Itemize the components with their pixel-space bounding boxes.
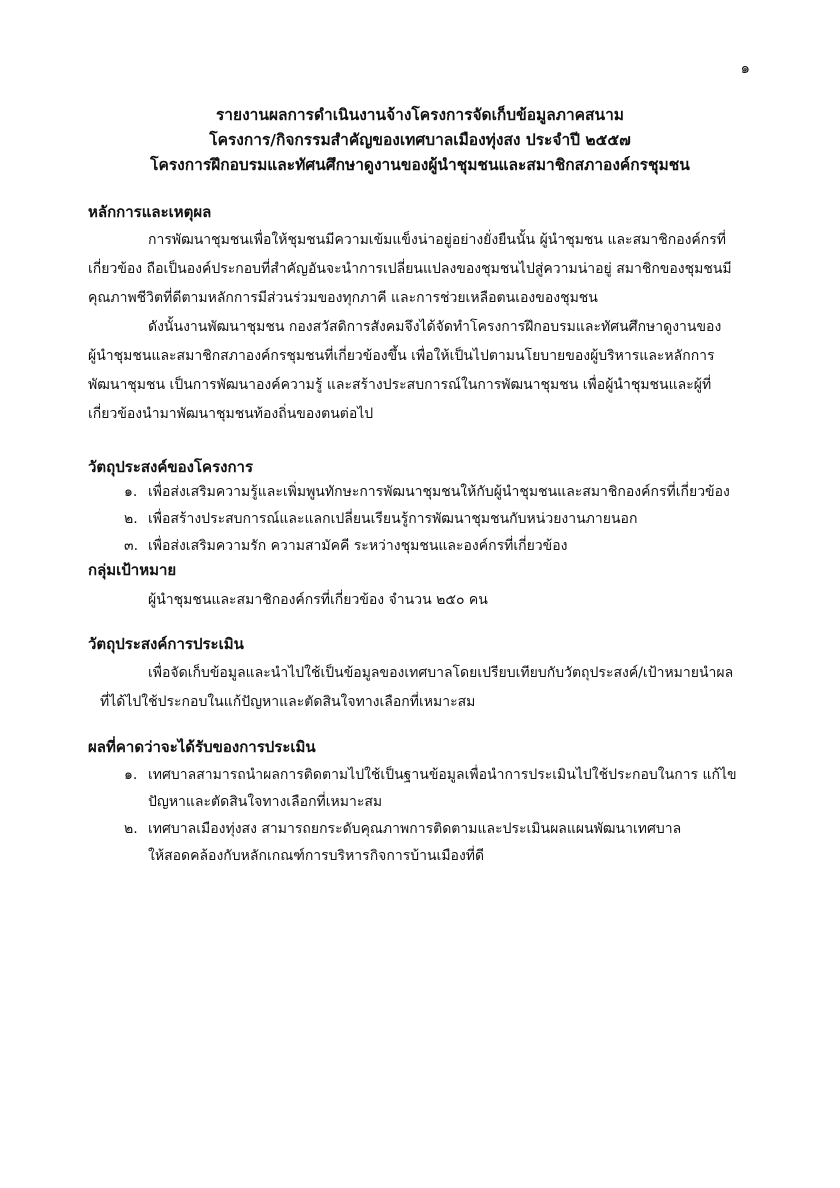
- expected-result-item: [88, 762, 758, 816]
- target-heading: กลุ่มเป้าหมาย: [88, 561, 177, 579]
- evaluation-objective-section: [88, 632, 758, 717]
- report-title-block: [90, 103, 750, 178]
- objective-item: [88, 479, 758, 506]
- paragraph-line: ดังนั้นงานพัฒนาชุมชน กองสวัสดิการสังคมจึงได้จัดทำโครงการฝึกอบรมและทัศนศึกษาดูงานของ: [148, 319, 722, 335]
- expected-results-heading: ผลที่คาดว่าจะได้รับของการประเมิน: [88, 738, 316, 756]
- objectives-heading: วัตถุประสงค์ของโครงการ: [88, 458, 254, 476]
- paragraph-line: ผู้นำชุมชนและสมาชิกสภาองค์กรชุมชนที่เกี่ยวข้องขึ้น เพื่อให้เป็นไปตามนโยบายของผู้บริหารและหลักการ: [88, 348, 715, 364]
- objective-number: ๑.: [124, 484, 138, 500]
- expected-result-number: ๒.: [124, 821, 138, 837]
- target-paragraph: [88, 586, 758, 615]
- expected-result-line: ให้สอดคล้องกับหลักเกณฑ์การบริหารกิจการบ้านเมืองที่ดี: [148, 848, 485, 864]
- paragraph-line: เกี่ยวข้องนำมาพัฒนาชุมชนท้องถิ่นของตนต่อไป: [88, 406, 374, 422]
- principles-paragraph-1: [88, 226, 758, 313]
- objective-text: เพื่อส่งเสริมความรู้และเพิ่มพูนทักษะการพัฒนาชุมชนให้กับผู้นำชุมชนและสมาชิกองค์กรที่เกี่ยวข้อง: [148, 484, 730, 500]
- objective-text: เพื่อสร้างประสบการณ์และแลกเปลี่ยนเรียนรู้การพัฒนาชุมชนกับหน่วยงานภายนอก: [148, 511, 638, 527]
- paragraph-line: คุณภาพชีวิตที่ดีตามหลักการมีส่วนร่วมของทุกภาคี และการช่วยเหลือตนเองของชุมชน: [88, 290, 598, 306]
- evaluation-objective-paragraph: [88, 659, 758, 717]
- objective-number: ๒.: [124, 511, 138, 527]
- target-text: ผู้นำชุมชนและสมาชิกองค์กรที่เกี่ยวข้อง จำนวน ๒๕๐ คน: [148, 592, 488, 608]
- paragraph-line: พัฒนาชุมชน เป็นการพัฒนาองค์ความรู้ และสร้างประสบการณ์ในการพัฒนาชุมชน เพื่อผู้นำชุมชนและผู้ที่: [88, 377, 712, 393]
- expected-result-item: [88, 816, 758, 870]
- principles-heading: หลักการและเหตุผล: [88, 203, 212, 221]
- paragraph-line: ที่ได้ไปใช้ประกอบในแก้ปัญหาและตัดสินใจทางเลือกที่เหมาะสม: [100, 694, 476, 710]
- objective-text: เพื่อส่งเสริมความรัก ความสามัคคี ระหว่างชุมชนและองค์กรที่เกี่ยวข้อง: [148, 538, 568, 554]
- expected-result-number: ๑.: [124, 767, 138, 783]
- principles-paragraph-2: [88, 313, 758, 429]
- report-title-line-2: โครงการ/กิจกรรมสำคัญของเทศบาลเมืองทุ่งสง ประจำปี ๒๕๕๗: [209, 131, 631, 149]
- objective-item: [88, 506, 758, 533]
- principles-section: [88, 200, 758, 429]
- expected-result-line: ปัญหาและตัดสินใจทางเลือกที่เหมาะสม: [148, 794, 383, 810]
- objectives-section: [88, 455, 758, 560]
- objective-number: ๓.: [124, 538, 139, 554]
- report-title-line-3: โครงการฝึกอบรมและทัศนศึกษาดูงานของผู้นำชุมชนและสมาชิกสภาองค์กรชุมชน: [150, 156, 690, 174]
- report-title-line-1: รายงานผลการดำเนินงานจ้างโครงการจัดเก็บข้อมูลภาคสนาม: [215, 106, 624, 124]
- expected-result-line: เทศบาลเมืองทุ่งสง สามารถยกระดับคุณภาพการติดตามและประเมินผลแผนพัฒนาเทศบาล: [148, 821, 682, 837]
- objective-item: [88, 533, 758, 560]
- evaluation-objective-heading: วัตถุประสงค์การประเมิน: [88, 635, 244, 653]
- target-section: [88, 558, 758, 615]
- expected-results-section: [88, 735, 758, 870]
- paragraph-line: เพื่อจัดเก็บข้อมูลและนำไปใช้เป็นข้อมูลของเทศบาลโดยเปรียบเทียบกับวัตถุประสงค์/เป้าหมายนำผล: [148, 665, 734, 681]
- paragraph-line: การพัฒนาชุมชนเพื่อให้ชุมชนมีความเข้มแข็งน่าอยู่อย่างยั่งยืนนั้น ผู้นำชุมชน และสมาชิกองค์กรที่: [148, 232, 727, 248]
- expected-result-line: เทศบาลสามารถนำผลการติดตามไปใช้เป็นฐานข้อมูลเพื่อนำการประเมินไปใช้ประกอบในการ แก้ไข: [148, 767, 737, 783]
- page-number: ๑: [740, 59, 750, 77]
- paragraph-line: เกี่ยวข้อง ถือเป็นองค์ประกอบที่สำคัญอันจะนำการเปลี่ยนแปลงของชุมชนไปสู่ความน่าอยู่ สมาชิกของชุมชนมี: [88, 261, 732, 277]
